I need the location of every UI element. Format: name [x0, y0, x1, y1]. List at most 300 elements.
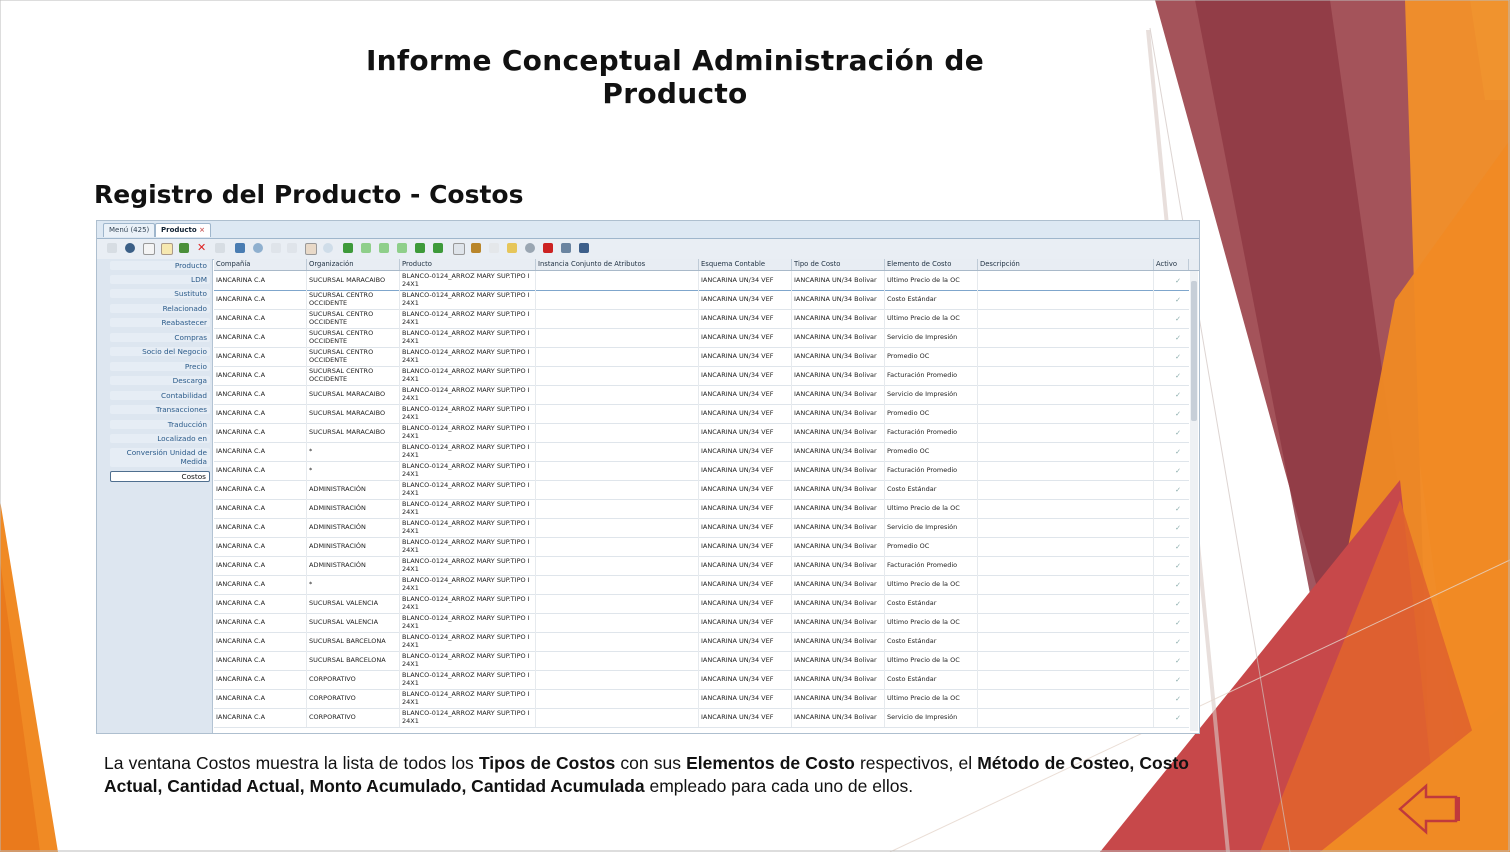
cell-element[interactable]: Ultimo Precio de la OC	[885, 271, 978, 290]
cell-schema[interactable]: IANCARINA UN/34 VEF	[699, 366, 792, 385]
cell-element[interactable]: Servicio de Impresión	[885, 518, 978, 537]
active-checkbox[interactable]: ✓	[1175, 600, 1181, 608]
cell-instance[interactable]	[536, 366, 699, 385]
cell-company[interactable]: IANCARINA C.A	[214, 480, 307, 499]
cell-schema[interactable]: IANCARINA UN/34 VEF	[699, 632, 792, 651]
cell-instance[interactable]	[536, 537, 699, 556]
save-icon[interactable]	[215, 243, 225, 253]
cell-schema[interactable]: IANCARINA UN/34 VEF	[699, 442, 792, 461]
cell-company[interactable]: IANCARINA C.A	[214, 290, 307, 309]
cell-instance[interactable]	[536, 442, 699, 461]
cell-company[interactable]: IANCARINA C.A	[214, 613, 307, 632]
cell-product[interactable]: BLANCO-0124_ARROZ MARY SUP.TIPO I 24X1	[400, 632, 536, 651]
print-icon[interactable]	[489, 243, 499, 253]
cell-org[interactable]: SUCURSAL CENTRO OCCIDENTE	[307, 290, 400, 309]
cell-instance[interactable]	[536, 499, 699, 518]
active-checkbox[interactable]: ✓	[1175, 562, 1181, 570]
table-row[interactable]	[214, 480, 1189, 500]
cell-schema[interactable]: IANCARINA UN/34 VEF	[699, 271, 792, 290]
cell-cost_type[interactable]: IANCARINA UN/34 Bolivar	[792, 423, 885, 442]
description-part: Método de Costeo, Costo Actual, Cantidad Actual, Monto Acumulado, Cantidad Acumulada	[104, 753, 1189, 796]
cell-org[interactable]: SUCURSAL MARACAIBO	[307, 271, 400, 290]
cell-description[interactable]	[978, 537, 1154, 556]
tab-bar	[97, 221, 1199, 239]
cell-instance[interactable]	[536, 347, 699, 366]
cell-instance[interactable]	[536, 651, 699, 670]
cell-org[interactable]: SUCURSAL BARCELONA	[307, 632, 400, 651]
cell-element[interactable]: Costo Estándar	[885, 632, 978, 651]
active-checkbox[interactable]: ✓	[1175, 676, 1181, 684]
cell-product[interactable]: BLANCO-0124_ARROZ MARY SUP.TIPO I 24X1	[400, 537, 536, 556]
delete-icon[interactable]: ✕	[197, 241, 207, 254]
first-record-icon[interactable]	[343, 243, 353, 253]
cell-description[interactable]	[978, 423, 1154, 442]
nav-item-11[interactable]: Traducción	[110, 420, 210, 429]
cell-element[interactable]: Costo Estándar	[885, 290, 978, 309]
cell-description[interactable]	[978, 575, 1154, 594]
cell-org[interactable]: SUCURSAL CENTRO OCCIDENTE	[307, 347, 400, 366]
cell-element[interactable]: Ultimo Precio de la OC	[885, 613, 978, 632]
form-toggle-icon[interactable]	[305, 243, 317, 255]
cell-schema[interactable]: IANCARINA UN/34 VEF	[699, 347, 792, 366]
table-row[interactable]	[214, 499, 1189, 519]
cell-cost_type[interactable]: IANCARINA UN/34 Bolivar	[792, 537, 885, 556]
active-checkbox[interactable]: ✓	[1175, 410, 1181, 418]
nav-item-0[interactable]: Producto	[110, 261, 210, 270]
cell-cost_type[interactable]: IANCARINA UN/34 Bolivar	[792, 461, 885, 480]
workflow-icon[interactable]	[543, 243, 553, 253]
cell-org[interactable]: SUCURSAL CENTRO OCCIDENTE	[307, 328, 400, 347]
cell-description[interactable]	[978, 708, 1154, 727]
column-header-3[interactable]: Instancia Conjunto de Atributos	[536, 259, 699, 270]
column-header-1[interactable]: Organización	[307, 259, 400, 270]
active-checkbox[interactable]: ✓	[1175, 638, 1181, 646]
cell-cost_type[interactable]: IANCARINA UN/34 Bolivar	[792, 518, 885, 537]
cell-company[interactable]: IANCARINA C.A	[214, 442, 307, 461]
cell-description[interactable]	[978, 518, 1154, 537]
table-row[interactable]	[214, 309, 1189, 329]
cell-instance[interactable]	[536, 575, 699, 594]
cell-org[interactable]: *	[307, 442, 400, 461]
cell-instance[interactable]	[536, 461, 699, 480]
cell-instance[interactable]	[536, 309, 699, 328]
cell-instance[interactable]	[536, 423, 699, 442]
cell-instance[interactable]	[536, 613, 699, 632]
cell-instance[interactable]	[536, 556, 699, 575]
grid-icon[interactable]	[179, 243, 189, 253]
cell-org[interactable]: SUCURSAL MARACAIBO	[307, 385, 400, 404]
table-row[interactable]	[214, 385, 1189, 405]
cell-description[interactable]	[978, 670, 1154, 689]
nav-item-6[interactable]: Socio del Negocio	[110, 347, 210, 356]
cell-product[interactable]: BLANCO-0124_ARROZ MARY SUP.TIPO I 24X1	[400, 689, 536, 708]
cell-description[interactable]	[978, 347, 1154, 366]
cell-description[interactable]	[978, 651, 1154, 670]
active-checkbox[interactable]: ✓	[1175, 296, 1181, 304]
cell-product[interactable]: BLANCO-0124_ARROZ MARY SUP.TIPO I 24X1	[400, 594, 536, 613]
cell-schema[interactable]: IANCARINA UN/34 VEF	[699, 708, 792, 727]
nav-item-5[interactable]: Compras	[110, 333, 210, 342]
table-row[interactable]	[214, 366, 1189, 386]
cell-org[interactable]: SUCURSAL CENTRO OCCIDENTE	[307, 366, 400, 385]
grid-header	[214, 259, 1199, 271]
cell-cost_type[interactable]: IANCARINA UN/34 Bolivar	[792, 575, 885, 594]
cell-org[interactable]: ADMINISTRACIÓN	[307, 537, 400, 556]
cell-description[interactable]	[978, 309, 1154, 328]
process-icon[interactable]	[561, 243, 571, 253]
lock-icon[interactable]	[507, 243, 517, 253]
column-header-5[interactable]: Tipo de Costo	[792, 259, 885, 270]
cell-cost_type[interactable]: IANCARINA UN/34 Bolivar	[792, 442, 885, 461]
cell-description[interactable]	[978, 366, 1154, 385]
cell-description[interactable]	[978, 328, 1154, 347]
cell-schema[interactable]: IANCARINA UN/34 VEF	[699, 309, 792, 328]
cell-org[interactable]: ADMINISTRACIÓN	[307, 556, 400, 575]
cell-element[interactable]: Costo Estándar	[885, 594, 978, 613]
cell-instance[interactable]	[536, 328, 699, 347]
cell-element[interactable]: Promedio OC	[885, 537, 978, 556]
cell-element[interactable]: Facturación Promedio	[885, 366, 978, 385]
cell-product[interactable]: BLANCO-0124_ARROZ MARY SUP.TIPO I 24X1	[400, 309, 536, 328]
active-checkbox[interactable]: ✓	[1175, 505, 1181, 513]
cell-schema[interactable]: IANCARINA UN/34 VEF	[699, 461, 792, 480]
cell-instance[interactable]	[536, 518, 699, 537]
table-row[interactable]	[214, 556, 1189, 576]
cell-description[interactable]	[978, 385, 1154, 404]
cell-product[interactable]: BLANCO-0124_ARROZ MARY SUP.TIPO I 24X1	[400, 423, 536, 442]
cell-company[interactable]: IANCARINA C.A	[214, 499, 307, 518]
cell-cost_type[interactable]: IANCARINA UN/34 Bolivar	[792, 366, 885, 385]
cell-org[interactable]: SUCURSAL VALENCIA	[307, 613, 400, 632]
cell-company[interactable]: IANCARINA C.A	[214, 347, 307, 366]
table-row[interactable]	[214, 423, 1189, 443]
cell-description[interactable]	[978, 480, 1154, 499]
cell-product[interactable]: BLANCO-0124_ARROZ MARY SUP.TIPO I 24X1	[400, 480, 536, 499]
cell-cost_type[interactable]: IANCARINA UN/34 Bolivar	[792, 271, 885, 290]
column-header-6[interactable]: Elemento de Costo	[885, 259, 978, 270]
cell-description[interactable]	[978, 461, 1154, 480]
cell-company[interactable]: IANCARINA C.A	[214, 594, 307, 613]
cell-company[interactable]: IANCARINA C.A	[214, 518, 307, 537]
cell-element[interactable]: Servicio de Impresión	[885, 328, 978, 347]
cell-product[interactable]: BLANCO-0124_ARROZ MARY SUP.TIPO I 24X1	[400, 271, 536, 290]
cell-product[interactable]: BLANCO-0124_ARROZ MARY SUP.TIPO I 24X1	[400, 461, 536, 480]
column-header-4[interactable]: Esquema Contable	[699, 259, 792, 270]
cell-product[interactable]: BLANCO-0124_ARROZ MARY SUP.TIPO I 24X1	[400, 556, 536, 575]
cell-org[interactable]: SUCURSAL VALENCIA	[307, 594, 400, 613]
cell-org[interactable]: ADMINISTRACIÓN	[307, 518, 400, 537]
cell-company[interactable]: IANCARINA C.A	[214, 423, 307, 442]
cell-description[interactable]	[978, 632, 1154, 651]
cell-schema[interactable]: IANCARINA UN/34 VEF	[699, 537, 792, 556]
cell-product[interactable]: BLANCO-0124_ARROZ MARY SUP.TIPO I 24X1	[400, 708, 536, 727]
tab-producto[interactable]	[155, 223, 211, 237]
cell-company[interactable]: IANCARINA C.A	[214, 271, 307, 290]
cell-description[interactable]	[978, 404, 1154, 423]
new-record-icon[interactable]	[143, 243, 155, 255]
cell-product[interactable]: BLANCO-0124_ARROZ MARY SUP.TIPO I 24X1	[400, 651, 536, 670]
cell-cost_type[interactable]: IANCARINA UN/34 Bolivar	[792, 670, 885, 689]
table-row[interactable]	[214, 404, 1189, 424]
cell-cost_type[interactable]: IANCARINA UN/34 Bolivar	[792, 309, 885, 328]
cell-element[interactable]: Facturación Promedio	[885, 461, 978, 480]
cell-element[interactable]: Ultimo Precio de la OC	[885, 309, 978, 328]
table-row[interactable]	[214, 651, 1189, 671]
nav-item-9[interactable]: Contabilidad	[110, 391, 210, 400]
chat-icon[interactable]	[287, 243, 297, 253]
next-record-icon[interactable]	[415, 243, 425, 253]
cell-product[interactable]: BLANCO-0124_ARROZ MARY SUP.TIPO I 24X1	[400, 347, 536, 366]
cell-company[interactable]: IANCARINA C.A	[214, 689, 307, 708]
nav-item-13[interactable]: Conversión Unidad de Medida	[110, 448, 210, 467]
detail-record-icon[interactable]	[397, 243, 407, 253]
cell-instance[interactable]	[536, 708, 699, 727]
attachment-icon[interactable]	[271, 243, 281, 253]
search-icon[interactable]	[253, 243, 263, 253]
cell-company[interactable]: IANCARINA C.A	[214, 309, 307, 328]
column-header-8[interactable]: Activo	[1154, 259, 1189, 270]
cell-org[interactable]: SUCURSAL BARCELONA	[307, 651, 400, 670]
active-checkbox[interactable]: ✓	[1175, 524, 1181, 532]
active-checkbox[interactable]: ✓	[1175, 315, 1181, 323]
cell-element[interactable]: Promedio OC	[885, 442, 978, 461]
last-record-icon[interactable]	[433, 243, 443, 253]
cell-instance[interactable]	[536, 480, 699, 499]
active-checkbox[interactable]: ✓	[1175, 581, 1181, 589]
cell-product[interactable]: BLANCO-0124_ARROZ MARY SUP.TIPO I 24X1	[400, 613, 536, 632]
nav-item-10[interactable]: Transacciones	[110, 405, 210, 414]
cell-schema[interactable]: IANCARINA UN/34 VEF	[699, 385, 792, 404]
cell-company[interactable]: IANCARINA C.A	[214, 537, 307, 556]
cell-element[interactable]: Promedio OC	[885, 347, 978, 366]
cell-element[interactable]: Ultimo Precio de la OC	[885, 651, 978, 670]
cell-schema[interactable]: IANCARINA UN/34 VEF	[699, 480, 792, 499]
nav-item-1[interactable]: LDM	[110, 275, 210, 284]
table-row[interactable]	[214, 613, 1189, 633]
cell-cost_type[interactable]: IANCARINA UN/34 Bolivar	[792, 556, 885, 575]
undo-icon[interactable]	[107, 243, 117, 253]
cell-cost_type[interactable]: IANCARINA UN/34 Bolivar	[792, 499, 885, 518]
cell-schema[interactable]: IANCARINA UN/34 VEF	[699, 423, 792, 442]
active-checkbox[interactable]: ✓	[1175, 391, 1181, 399]
close-icon[interactable]: ×	[199, 226, 206, 234]
active-checkbox[interactable]: ✓	[1175, 334, 1181, 342]
cell-cost_type[interactable]: IANCARINA UN/34 Bolivar	[792, 290, 885, 309]
cell-cost_type[interactable]: IANCARINA UN/34 Bolivar	[792, 632, 885, 651]
cell-org[interactable]: SUCURSAL CENTRO OCCIDENTE	[307, 309, 400, 328]
cell-schema[interactable]: IANCARINA UN/34 VEF	[699, 613, 792, 632]
cell-schema[interactable]: IANCARINA UN/34 VEF	[699, 575, 792, 594]
vertical-scrollbar[interactable]	[1190, 271, 1198, 731]
zoom-icon[interactable]	[525, 243, 535, 253]
column-header-0[interactable]: Compañía	[214, 259, 307, 270]
cell-description[interactable]	[978, 290, 1154, 309]
cell-product[interactable]: BLANCO-0124_ARROZ MARY SUP.TIPO I 24X1	[400, 328, 536, 347]
cell-instance[interactable]	[536, 385, 699, 404]
active-checkbox[interactable]: ✓	[1175, 619, 1181, 627]
cell-element[interactable]: Servicio de Impresión	[885, 385, 978, 404]
active-checkbox[interactable]: ✓	[1175, 277, 1181, 285]
cell-company[interactable]: IANCARINA C.A	[214, 556, 307, 575]
cell-schema[interactable]: IANCARINA UN/34 VEF	[699, 499, 792, 518]
back-arrow-icon[interactable]	[1398, 782, 1462, 836]
active-checkbox[interactable]: ✓	[1175, 695, 1181, 703]
cell-cost_type[interactable]: IANCARINA UN/34 Bolivar	[792, 651, 885, 670]
table-row[interactable]	[214, 290, 1189, 310]
cell-instance[interactable]	[536, 594, 699, 613]
cell-schema[interactable]: IANCARINA UN/34 VEF	[699, 290, 792, 309]
nav-item-3[interactable]: Relacionado	[110, 304, 210, 313]
cell-org[interactable]: ADMINISTRACIÓN	[307, 499, 400, 518]
cell-element[interactable]: Facturación Promedio	[885, 556, 978, 575]
cell-org[interactable]: ADMINISTRACIÓN	[307, 480, 400, 499]
active-checkbox[interactable]: ✓	[1175, 714, 1181, 722]
cell-cost_type[interactable]: IANCARINA UN/34 Bolivar	[792, 385, 885, 404]
cell-company[interactable]: IANCARINA C.A	[214, 366, 307, 385]
help-icon[interactable]	[125, 243, 135, 253]
cell-schema[interactable]: IANCARINA UN/34 VEF	[699, 518, 792, 537]
cell-product[interactable]: BLANCO-0124_ARROZ MARY SUP.TIPO I 24X1	[400, 518, 536, 537]
cell-org[interactable]: SUCURSAL MARACAIBO	[307, 423, 400, 442]
cell-instance[interactable]	[536, 632, 699, 651]
active-checkbox[interactable]: ✓	[1175, 486, 1181, 494]
cell-element[interactable]: Ultimo Precio de la OC	[885, 689, 978, 708]
active-checkbox[interactable]: ✓	[1175, 467, 1181, 475]
table-row[interactable]	[214, 271, 1189, 291]
cell-description[interactable]	[978, 613, 1154, 632]
cell-element[interactable]: Facturación Promedio	[885, 423, 978, 442]
cell-product[interactable]: BLANCO-0124_ARROZ MARY SUP.TIPO I 24X1	[400, 442, 536, 461]
cell-product[interactable]: BLANCO-0124_ARROZ MARY SUP.TIPO I 24X1	[400, 575, 536, 594]
nav-item-12[interactable]: Localizado en	[110, 434, 210, 443]
cell-company[interactable]: IANCARINA C.A	[214, 632, 307, 651]
cell-description[interactable]	[978, 556, 1154, 575]
cell-org[interactable]: CORPORATIVO	[307, 708, 400, 727]
cell-schema[interactable]: IANCARINA UN/34 VEF	[699, 689, 792, 708]
tab-menu[interactable]	[103, 223, 155, 237]
cell-cost_type[interactable]: IANCARINA UN/34 Bolivar	[792, 480, 885, 499]
cell-schema[interactable]: IANCARINA UN/34 VEF	[699, 594, 792, 613]
scrollbar-thumb[interactable]	[1191, 281, 1197, 421]
archive-icon[interactable]	[471, 243, 481, 253]
active-checkbox[interactable]: ✓	[1175, 353, 1181, 361]
cell-cost_type[interactable]: IANCARINA UN/34 Bolivar	[792, 347, 885, 366]
nav-item-7[interactable]: Precio	[110, 362, 210, 371]
cell-element[interactable]: Servicio de Impresión	[885, 708, 978, 727]
cell-schema[interactable]: IANCARINA UN/34 VEF	[699, 404, 792, 423]
cell-product[interactable]: BLANCO-0124_ARROZ MARY SUP.TIPO I 24X1	[400, 385, 536, 404]
column-header-7[interactable]: Descripción	[978, 259, 1154, 270]
active-checkbox[interactable]: ✓	[1175, 372, 1181, 380]
table-row[interactable]	[214, 442, 1189, 462]
cell-element[interactable]: Costo Estándar	[885, 670, 978, 689]
cell-company[interactable]: IANCARINA C.A	[214, 708, 307, 727]
table-row[interactable]	[214, 518, 1189, 538]
cell-instance[interactable]	[536, 290, 699, 309]
cell-schema[interactable]: IANCARINA UN/34 VEF	[699, 556, 792, 575]
cell-org[interactable]: CORPORATIVO	[307, 689, 400, 708]
table-row[interactable]	[214, 689, 1189, 709]
cell-org[interactable]: CORPORATIVO	[307, 670, 400, 689]
cell-instance[interactable]	[536, 271, 699, 290]
cell-schema[interactable]: IANCARINA UN/34 VEF	[699, 670, 792, 689]
cell-cost_type[interactable]: IANCARINA UN/34 Bolivar	[792, 594, 885, 613]
cell-element[interactable]: Ultimo Precio de la OC	[885, 499, 978, 518]
window-icon[interactable]	[579, 243, 589, 253]
table-row[interactable]	[214, 461, 1189, 481]
cell-company[interactable]: IANCARINA C.A	[214, 328, 307, 347]
cell-product[interactable]: BLANCO-0124_ARROZ MARY SUP.TIPO I 24X1	[400, 404, 536, 423]
active-checkbox[interactable]: ✓	[1175, 429, 1181, 437]
cell-instance[interactable]	[536, 689, 699, 708]
cell-schema[interactable]: IANCARINA UN/34 VEF	[699, 651, 792, 670]
parent-record-icon[interactable]	[379, 243, 389, 253]
refresh-icon[interactable]	[235, 243, 245, 253]
cell-element[interactable]: Ultimo Precio de la OC	[885, 575, 978, 594]
cell-description[interactable]	[978, 689, 1154, 708]
active-checkbox[interactable]: ✓	[1175, 657, 1181, 665]
table-row[interactable]	[214, 708, 1189, 728]
nav-item-4[interactable]: Reabastecer	[110, 318, 210, 327]
cell-company[interactable]: IANCARINA C.A	[214, 404, 307, 423]
cell-company[interactable]: IANCARINA C.A	[214, 385, 307, 404]
column-header-2[interactable]: Producto	[400, 259, 536, 270]
cell-org[interactable]: *	[307, 461, 400, 480]
cell-company[interactable]: IANCARINA C.A	[214, 575, 307, 594]
history-icon[interactable]	[323, 243, 333, 253]
nav-item-2[interactable]: Sustituto	[110, 289, 210, 298]
cell-org[interactable]: *	[307, 575, 400, 594]
cell-cost_type[interactable]: IANCARINA UN/34 Bolivar	[792, 404, 885, 423]
active-checkbox[interactable]: ✓	[1175, 448, 1181, 456]
cell-description[interactable]	[978, 594, 1154, 613]
nav-item-8[interactable]: Descarga	[110, 376, 210, 385]
table-row[interactable]	[214, 575, 1189, 595]
active-checkbox[interactable]: ✓	[1175, 543, 1181, 551]
cell-org[interactable]: SUCURSAL MARACAIBO	[307, 404, 400, 423]
cell-cost_type[interactable]: IANCARINA UN/34 Bolivar	[792, 328, 885, 347]
cell-company[interactable]: IANCARINA C.A	[214, 670, 307, 689]
cell-product[interactable]: BLANCO-0124_ARROZ MARY SUP.TIPO I 24X1	[400, 290, 536, 309]
cell-element[interactable]: Promedio OC	[885, 404, 978, 423]
cell-description[interactable]	[978, 442, 1154, 461]
cell-product[interactable]: BLANCO-0124_ARROZ MARY SUP.TIPO I 24X1	[400, 366, 536, 385]
cell-company[interactable]: IANCARINA C.A	[214, 651, 307, 670]
table-row[interactable]	[214, 328, 1189, 348]
nav-item-14[interactable]: Costos	[110, 471, 210, 482]
cell-description[interactable]	[978, 499, 1154, 518]
table-row[interactable]	[214, 594, 1189, 614]
cell-instance[interactable]	[536, 404, 699, 423]
cell-product[interactable]: BLANCO-0124_ARROZ MARY SUP.TIPO I 24X1	[400, 670, 536, 689]
cell-cost_type[interactable]: IANCARINA UN/34 Bolivar	[792, 613, 885, 632]
cell-product[interactable]: BLANCO-0124_ARROZ MARY SUP.TIPO I 24X1	[400, 499, 536, 518]
cell-description[interactable]	[978, 271, 1154, 290]
table-row[interactable]	[214, 670, 1189, 690]
table-row[interactable]	[214, 632, 1189, 652]
cell-cost_type[interactable]: IANCARINA UN/34 Bolivar	[792, 689, 885, 708]
table-row[interactable]	[214, 347, 1189, 367]
copy-icon[interactable]	[161, 243, 173, 255]
cell-cost_type[interactable]: IANCARINA UN/34 Bolivar	[792, 708, 885, 727]
cell-schema[interactable]: IANCARINA UN/34 VEF	[699, 328, 792, 347]
report-icon[interactable]	[453, 243, 465, 255]
cell-instance[interactable]	[536, 670, 699, 689]
cell-company[interactable]: IANCARINA C.A	[214, 461, 307, 480]
table-row[interactable]	[214, 537, 1189, 557]
cell-element[interactable]: Costo Estándar	[885, 480, 978, 499]
previous-record-icon[interactable]	[361, 243, 371, 253]
